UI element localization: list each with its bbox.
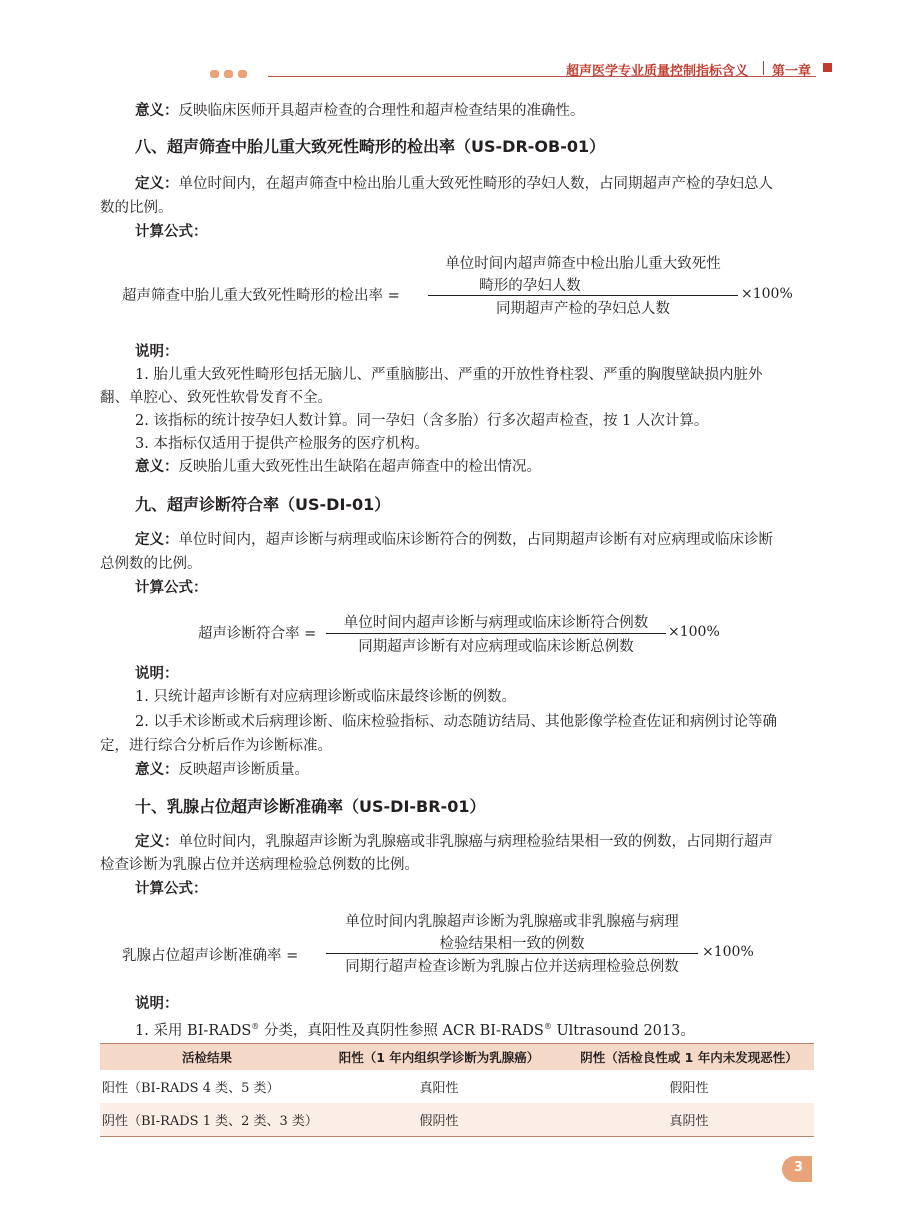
section-8-formula-lhs: 超声筛查中胎儿重大致死性畸形的检出率 = (122, 288, 400, 304)
section-9-fraction-bar (326, 633, 666, 634)
table-cell: 阴性（BI-RADS 1 类、2 类、3 类） (100, 1103, 314, 1137)
running-header-chapter: 第一章 (772, 64, 812, 79)
section-10-definition: 定义：单位时间内，乳腺超声诊断为乳腺癌或非乳腺癌与病理检验结果相一致的例数，占同期行超声 (135, 834, 773, 850)
section-10-notes-label: 说明： (135, 996, 179, 1012)
section-8-formula-label: 计算公式： (135, 224, 208, 240)
section-10-formula-lhs: 乳腺占位超声诊断准确率 = (122, 948, 299, 964)
section-10-times-100: ×100% (702, 944, 754, 960)
table-cell: 真阴性 (564, 1103, 814, 1137)
section-9-formula-label: 计算公式： (135, 580, 208, 596)
section-9-denominator: 同期超声诊断有对应病理或临床诊断总例数 (358, 639, 634, 655)
section-8-heading: 八、超声筛查中胎儿重大致死性畸形的检出率（US-DR-OB-01） (135, 137, 606, 156)
section-9-notes-label: 说明： (135, 666, 179, 682)
section-8-denominator: 同期超声产检的孕妇总人数 (496, 301, 670, 317)
section-9-note-1: 1. 只统计超声诊断有对应病理诊断或临床最终诊断的例数。 (135, 689, 516, 705)
section-9-times-100: ×100% (668, 624, 720, 640)
section-8-fraction-bar (428, 295, 738, 296)
biopsy-result-table (100, 1043, 814, 1137)
table-cell: 阳性（BI-RADS 4 类、5 类） (102, 1081, 280, 1096)
section-8-times-100: ×100% (741, 286, 793, 302)
section-10-definition-cont: 检查诊断为乳腺占位并送病理检验总例数的比例。 (100, 857, 419, 873)
table-header-cell: 活检结果 (100, 1044, 314, 1071)
section-8-note-1-cont: 翻、单腔心、致死性软骨发育不全。 (100, 390, 332, 406)
header-separator (763, 61, 764, 75)
section-8-note-3: 3. 本指标仅适用于提供产检服务的医疗机构。 (135, 436, 429, 452)
section-10-numerator-1: 单位时间内乳腺超声诊断为乳腺癌或非乳腺癌与病理 (345, 914, 679, 930)
section-9-formula-lhs: 超声诊断符合率 = (198, 626, 317, 642)
section-10-denominator: 同期行超声检查诊断为乳腺占位并送病理检验总例数 (345, 959, 679, 975)
top-meaning: 意义：反映临床医师开具超声检查的合理性和超声检查结果的准确性。 (135, 103, 585, 119)
section-10-fraction-bar (326, 953, 698, 954)
section-9-definition-cont: 总例数的比例。 (100, 556, 202, 572)
section-8-note-1: 1. 胎儿重大致死性畸形包括无脑儿、严重脑膨出、严重的开放性脊柱裂、严重的胸腹壁缺损内脏外 (135, 367, 763, 383)
table-header-cell: 阴性（活检良性或 1 年内未发现恶性） (564, 1044, 814, 1071)
table-cell: 假阳性 (669, 1081, 709, 1096)
section-9-numerator: 单位时间内超声诊断与病理或临床诊断符合例数 (343, 615, 649, 631)
section-8-note-2: 2. 该指标的统计按孕妇人数计算。同一孕妇（含多胎）行多次超声检查，按 1 人次计算。 (135, 413, 709, 429)
table-row (100, 1070, 814, 1103)
section-8-notes-label: 说明： (135, 344, 179, 360)
section-10-heading: 十、乳腺占位超声诊断准确率（US-DI-BR-01） (135, 797, 486, 816)
section-10-note-1: 1. 采用 BI-RADS® 分类，真阳性及真阴性参照 ACR BI-RADS® Ultrasound 2013。 (135, 1022, 695, 1039)
section-9-definition: 定义：单位时间内，超声诊断与病理或临床诊断符合的例数，占同期超声诊断有对应病理或临床诊断 (135, 532, 773, 548)
section-8-numerator-2: 畸形的孕妇人数 (479, 278, 581, 294)
section-10-numerator-2: 检验结果相一致的例数 (439, 936, 585, 952)
table-row (100, 1103, 814, 1137)
header-square-icon (823, 63, 832, 72)
section-8-definition: 定义：单位时间内，在超声筛查中检出胎儿重大致死性畸形的孕妇人数，占同期超声产检的孕妇总人 (135, 176, 773, 192)
section-9-note-2: 2. 以手术诊断或术后病理诊断、临床检验指标、动态随访结局、其他影像学检查佐证和病例讨论等确 (135, 714, 777, 730)
section-9-meaning: 意义：反映超声诊断质量。 (135, 762, 309, 778)
table-header-row (100, 1044, 814, 1071)
page-number: 3 (794, 1160, 804, 1175)
section-9-heading: 九、超声诊断符合率（US-DI-01） (135, 495, 391, 514)
table-header-cell: 阳性（1 年内组织学诊断为乳腺癌） (314, 1044, 564, 1071)
table-cell: 假阴性 (314, 1103, 564, 1137)
page-number-tab (782, 1156, 812, 1182)
section-10-formula-label: 计算公式： (135, 881, 208, 897)
section-8-definition-cont: 数的比例。 (100, 200, 173, 216)
header-decoration-dots (210, 66, 252, 82)
table-cell: 真阳性 (419, 1081, 459, 1096)
section-8-meaning: 意义：反映胎儿重大致死性出生缺陷在超声筛查中的检出情况。 (135, 459, 541, 475)
section-8-numerator-1: 单位时间内超声筛查中检出胎儿重大致死性 (445, 256, 721, 272)
section-9-note-2-cont: 定，进行综合分析后作为诊断标准。 (100, 738, 332, 754)
running-header-title: 超声医学专业质量控制指标含义 (566, 64, 749, 79)
